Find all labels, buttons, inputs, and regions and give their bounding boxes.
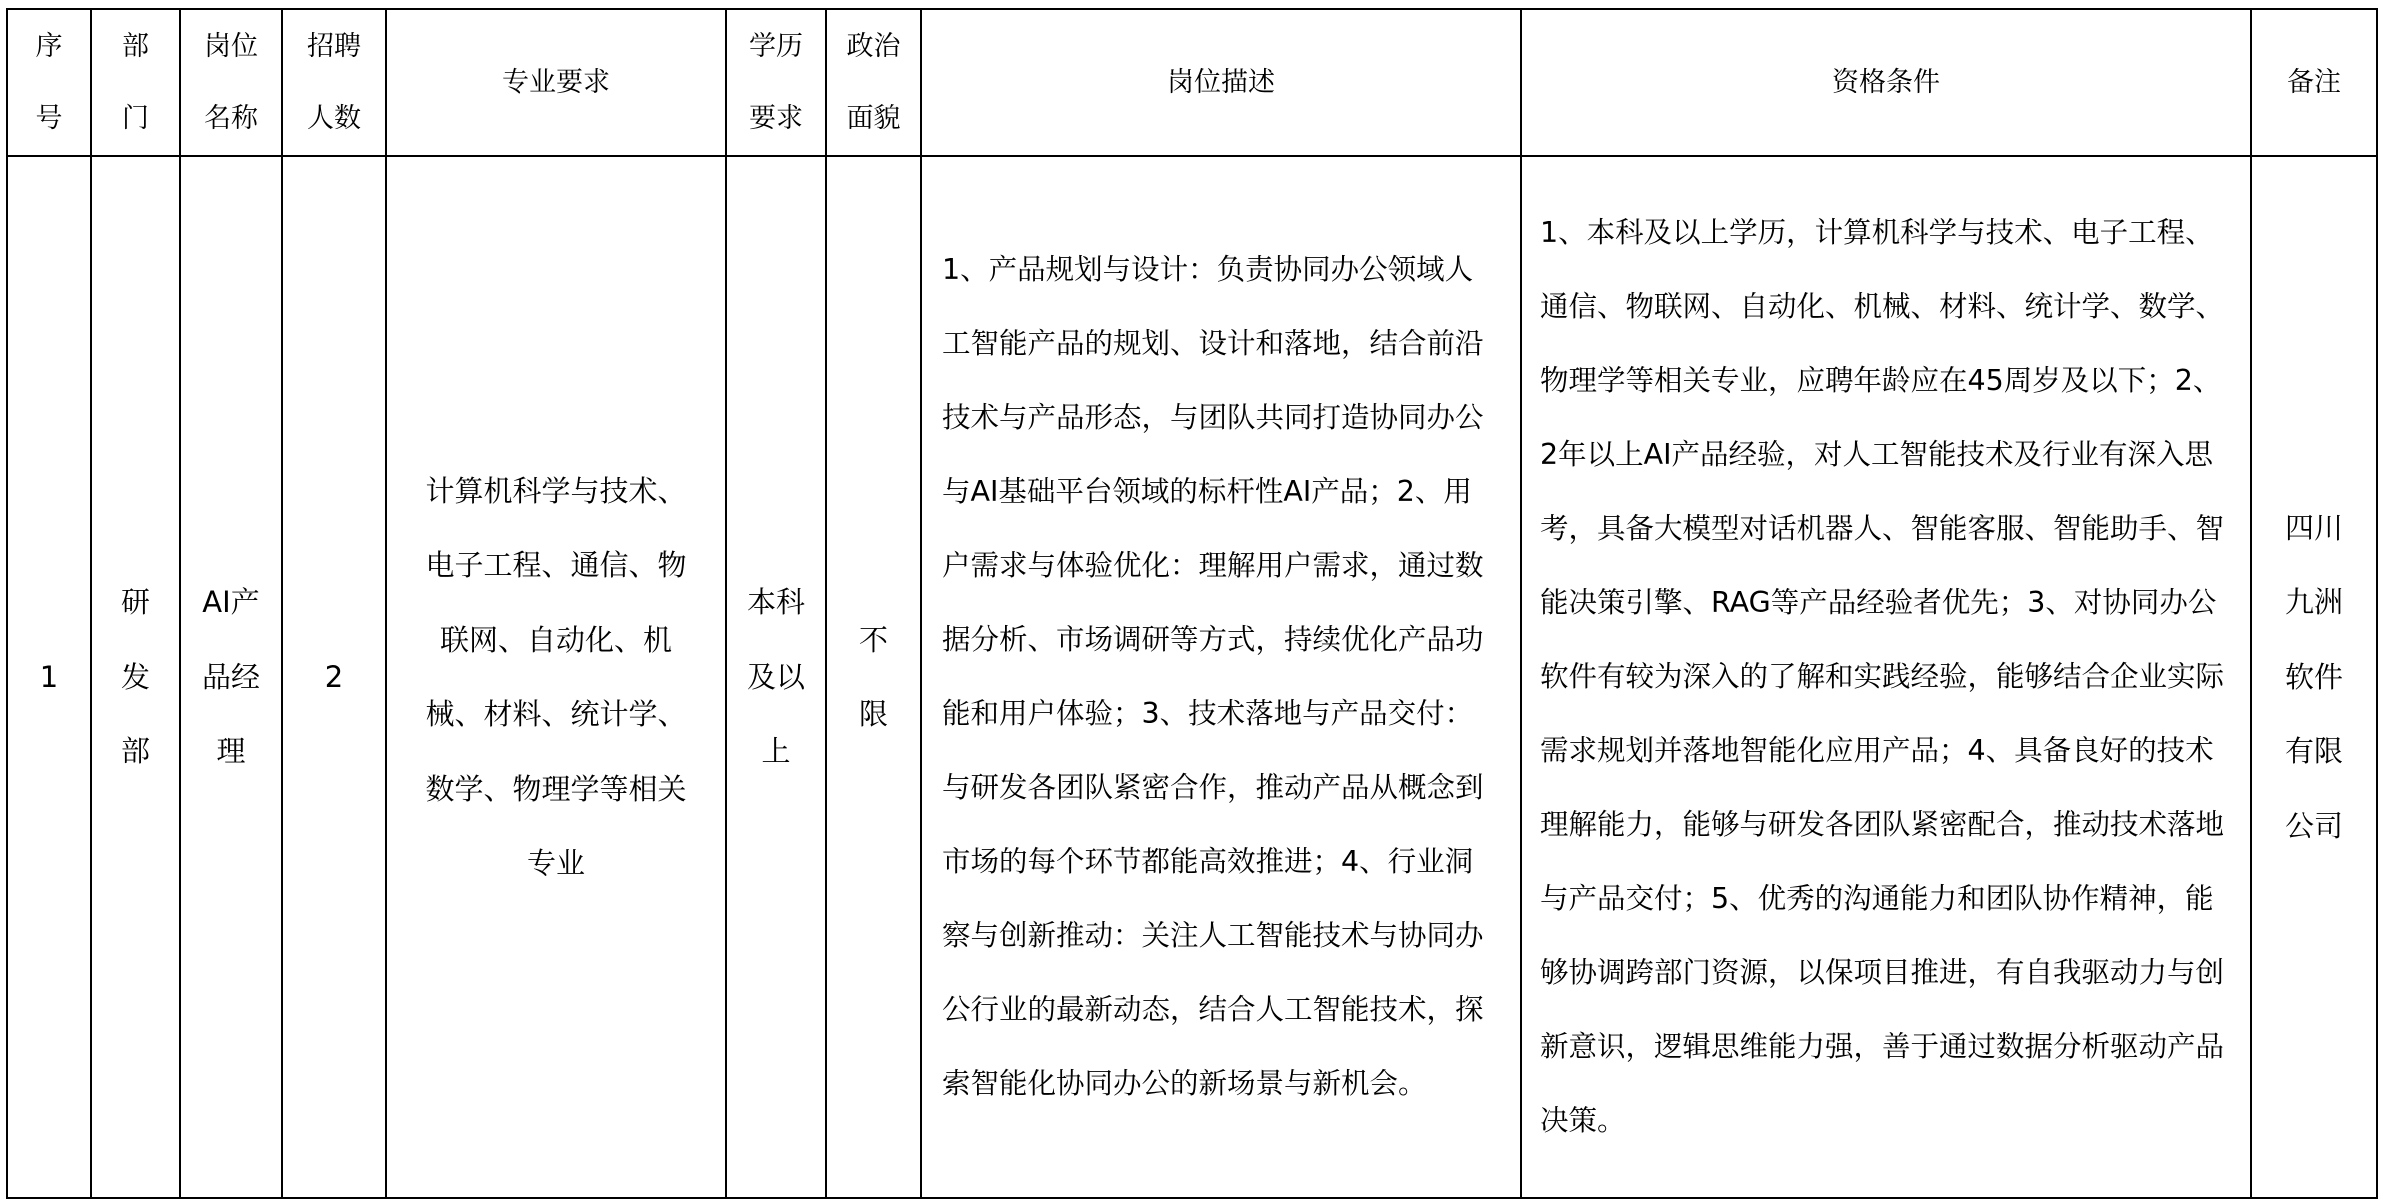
seq-value: 1 [39,659,59,694]
header-qualification-label: 资格条件 [1832,66,1940,98]
header-major-label: 专业要求 [502,66,610,98]
education-line1: 本科 [746,585,805,620]
position-value [202,565,260,789]
qualification-value: 1、本科及以上学历，计算机科学与技术、电子工程、通信、物联网、自动化、机械、材料、统计学、数学、物理学等相关专业，应聘年龄应在45周岁及以下；2、2年以上AI产品经验，对人工智能技术及行业有深入思考，具备大模型对话机器人、智能客服、智能助手、智能决策引擎、RAG等产品经验者优先；3、对协同办公软件有较为深入的了解和实践经验，能够结合企业实际需求规划并落地智能化应用产品；4、具备良好的技术理解能力，能够与研发各团队紧密配合，推动技术落地与产品交付；5、优秀的沟通能力和团队协作精神，能够协调跨部门资源，以保项目推进，有自我驱动力与创新意识，逻辑思维能力强，善于通过数据分析驱动产品决策。 [1540,216,2225,1137]
table-row [7,156,2377,1198]
dept-line1: 研 [120,585,150,620]
note-line4: 有限 [2284,734,2343,769]
header-note [2251,9,2377,156]
header-seq [7,9,91,156]
cell-major [386,156,726,1198]
political-line1: 不 [858,622,888,657]
cell-note [2251,156,2377,1198]
header-note-label: 备注 [2287,66,2341,98]
dept-value [121,565,150,789]
position-line3: 理 [216,734,246,769]
description-value: 1、产品规划与设计：负责协同办公领域人工智能产品的规划、设计和落地，结合前沿技术与产品形态，与团队共同打造协同办公与AI基础平台领域的标杆性AI产品；2、用户需求与体验优化：理解用户需求，通过数据分析、市场调研等方式，持续优化产品功能和用户体验；3、技术落地与产品交付：与研发各团队紧密合作，推动产品从概念到市场的每个环节都能高效推进；4、行业洞察与创新推动：关注人工智能技术与协同办公行业的最新动态，结合人工智能技术，探索智能化协同办公的新场景与新机会。 [942,253,1484,1100]
header-political-line2: 面貌 [846,102,901,134]
header-headcount [282,9,386,156]
header-qualification [1521,9,2251,156]
position-line2: 品经 [201,659,260,694]
cell-political [826,156,921,1198]
header-description-label: 岗位描述 [1167,66,1275,98]
position-line1: AI产 [202,585,260,620]
dept-line2: 发 [120,659,150,694]
note-line1: 四川 [2284,510,2343,545]
dept-line3: 部 [120,734,150,769]
note-line2: 九洲 [2284,585,2343,620]
header-position-line1: 岗位 [204,30,258,62]
header-headcount-line1: 招聘 [307,30,361,62]
cell-position [180,156,282,1198]
recruitment-table [6,8,2378,1199]
political-line2: 限 [858,697,888,731]
recruitment-table-wrapper [6,8,2378,1199]
note-line5: 公司 [2284,808,2343,843]
header-education-line2: 要求 [749,102,803,134]
header-dept-line2: 门 [122,102,149,134]
cell-education [726,156,826,1198]
header-position [180,9,282,156]
cell-dept [91,156,180,1198]
political-value [859,603,888,752]
header-row [7,9,2377,156]
header-seq-line2: 号 [35,102,63,134]
education-line2: 及以 [746,659,805,694]
header-seq-line1: 序 [35,30,63,62]
header-dept-line1: 部 [122,30,149,62]
major-value: 计算机科学与技术、电子工程、通信、物联网、自动化、机械、材料、统计学、数学、物理学等相关专业 [425,473,687,880]
education-value [747,565,805,789]
header-position-line2: 名称 [204,102,258,134]
header-headcount-line2: 人数 [307,102,361,134]
header-political-line1: 政治 [846,30,901,62]
education-line3: 上 [761,734,791,769]
header-education-line1: 学历 [749,30,803,62]
cell-description [921,156,1521,1198]
cell-headcount [282,156,386,1198]
headcount-value: 2 [324,659,344,694]
note-line3: 软件 [2284,659,2343,694]
header-education [726,9,826,156]
cell-seq [7,156,91,1198]
header-major [386,9,726,156]
header-dept [91,9,180,156]
note-value [2285,491,2343,864]
header-political [826,9,921,156]
header-description [921,9,1521,156]
cell-qualification [1521,156,2251,1198]
